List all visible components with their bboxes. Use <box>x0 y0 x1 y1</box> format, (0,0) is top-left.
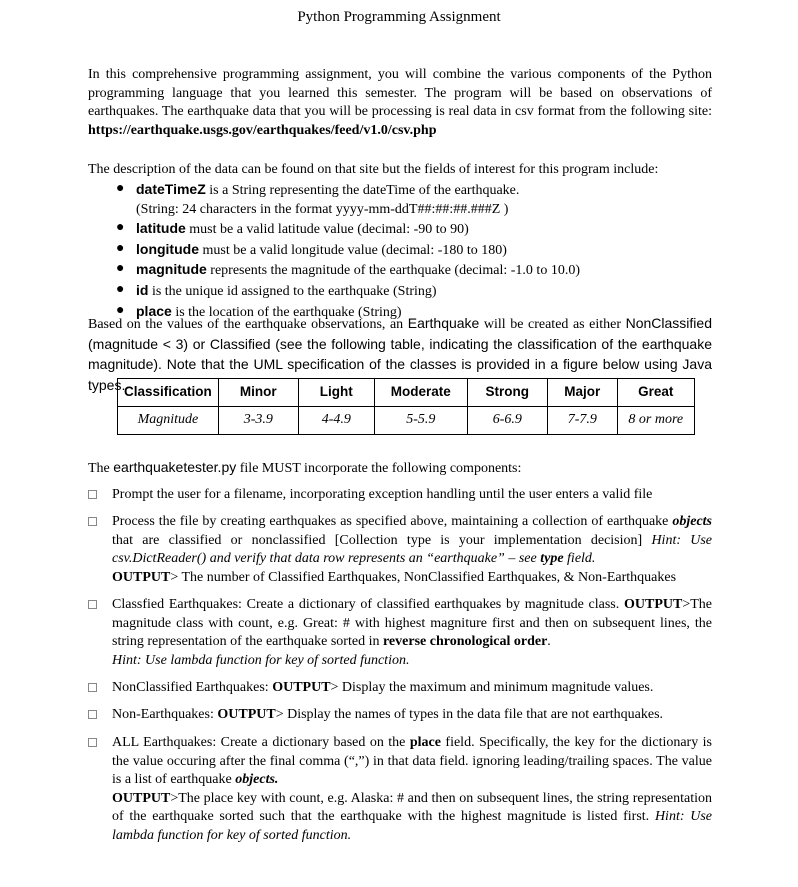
list-item <box>88 180 712 219</box>
requirement-text <box>112 679 712 698</box>
requirement-item-nonclassified <box>88 679 712 698</box>
requirement-text <box>112 706 712 725</box>
table-header-cell: Strong <box>467 379 547 407</box>
text-run: > Display the names of types in the data file that are not earthquakes. <box>275 707 664 722</box>
table-header-cell: Moderate <box>374 379 467 407</box>
text-run: field. Specifically, the key for the dictionary is the value occuring after the final comma (“,”) in that data field. ignoring leading/trailing spaces. The value is a list of earthquake <box>112 735 713 788</box>
text-run: place <box>409 735 441 750</box>
requirement-text <box>112 513 712 587</box>
checkbox-icon <box>88 738 97 747</box>
table-header-cell: Minor <box>218 379 298 407</box>
text-run: objects <box>672 514 712 529</box>
field-description: is the unique id assigned to the earthquake (String) <box>148 283 437 299</box>
list-item <box>88 240 712 261</box>
class-name-earthquake: Earthquake <box>407 315 480 331</box>
field-description: is a String representing the dateTime of the earthquake. <box>205 183 520 198</box>
text-run: > Display the maximum and minimum magnitude values. <box>330 680 654 695</box>
data-source-url[interactable]: https://earthquake.usgs.gov/earthquakes/feed/v1.0/csv.php <box>88 122 437 138</box>
text-run: (magnitude < 3) or Classified (see the following table, indicating the classification of the earthquake magnitude). Note that the UML specification of the classes is provided in a figure below using Java types. <box>88 335 712 393</box>
magnitude-table-container <box>117 378 695 435</box>
table-cell: 8 or more <box>617 407 694 435</box>
checkbox-icon <box>88 710 97 719</box>
requirement-item-classified <box>88 596 712 670</box>
magnitude-table <box>117 378 695 435</box>
text-run: will be created as either <box>479 317 626 332</box>
output-label: OUTPUT <box>217 707 276 722</box>
field-name: longitude <box>136 240 199 257</box>
text-run: >The place key with count, e.g. Alaska: # and then on subsequent lines, the string representation of the earthquake sorted such that the earthquake with the highest magnitude is listed first. <box>112 790 712 825</box>
field-description: must be a valid latitude value (decimal: -90 to 90) <box>185 222 469 238</box>
text-run: field. <box>563 551 596 567</box>
text-run: NonClassified Earthquakes: <box>112 680 273 695</box>
table-cell: 3-3.9 <box>218 407 298 435</box>
hint-text: Hint: Use csv.DictReader() and verify that data row represents an “earthquake” – see <box>112 532 713 567</box>
bullet-icon: ● <box>116 181 125 196</box>
intro-paragraph <box>88 66 712 140</box>
list-item <box>88 281 712 302</box>
field-description: is the location of the earthquake (String) <box>171 304 402 320</box>
file-name: earthquaketester.py <box>113 459 237 475</box>
hint-text: Hint: Use lambda function for key of sorted function. <box>112 652 410 668</box>
text-run: Based on the values of the earthquake observations, an <box>88 317 408 332</box>
field-description: represents the magnitude of the earthquake (decimal: -1.0 to 10.0) <box>206 263 580 279</box>
bullet-icon: ● <box>116 240 125 256</box>
output-label: OUTPUT <box>623 597 683 612</box>
checkbox-icon <box>88 517 97 526</box>
text-run: ALL Earthquakes: Create a dictionary based on the <box>112 735 410 750</box>
output-label: OUTPUT <box>272 680 331 695</box>
hint-text: Hint: Use lambda function for key of sorted function. <box>112 809 713 843</box>
text-run: . <box>547 634 551 650</box>
text-run: type <box>540 551 564 567</box>
bullet-icon: ● <box>116 281 125 297</box>
table-cell: 6-6.9 <box>467 407 547 435</box>
table-cell: 7-7.9 <box>547 407 617 435</box>
output-label: OUTPUT <box>112 569 171 585</box>
bullet-icon: ● <box>116 220 125 236</box>
field-name: id <box>136 281 149 298</box>
tester-paragraph <box>88 458 712 479</box>
table-cell: 4-4.9 <box>298 407 374 435</box>
text-run: Process the file by creating earthquakes as specified above, maintaining a collection of earthquake <box>112 514 673 529</box>
requirement-text <box>112 596 712 670</box>
text-run: Classfied Earthquakes: Create a dictionary of classified earthquakes by magnitude class. <box>112 597 624 612</box>
checkbox-icon <box>88 600 97 609</box>
requirement-item-nonearthquakes <box>88 706 712 725</box>
requirement-text: Prompt the user for a filename, incorporating exception handling until the user enters a valid file <box>112 487 653 502</box>
fields-list <box>88 180 712 322</box>
text-run: file MUST incorporate the following components: <box>236 461 522 476</box>
class-name-nonclassified: NonClassified <box>625 315 712 331</box>
checkbox-icon <box>88 683 97 692</box>
table-header-cell: Classification <box>118 379 219 407</box>
table-cell: 5-5.9 <box>374 407 467 435</box>
text-run: > The number of Classified Earthquakes, NonClassified Earthquakes, & Non-Earthquakes <box>170 569 677 585</box>
field-name: place <box>136 302 172 319</box>
requirement-item-all <box>88 734 712 846</box>
text-run: Non-Earthquakes: <box>112 707 218 722</box>
list-item <box>88 260 712 281</box>
text-run: >The magnitude class with count, e.g. Great: # with highest magniture first and then on subsequent lines, the string representation of the earthquake sorted in <box>112 597 712 650</box>
requirement-item-prompt <box>88 486 712 505</box>
bullet-icon: ● <box>116 302 125 318</box>
table-row <box>118 407 695 435</box>
intro-text: In this comprehensive programming assignment, you will combine the various components of the Python programming language that you learned this semester. The program will be based on observations of earthquakes. The earthquake data that you will be processing is real data in csv format from the following site: <box>88 67 712 120</box>
text-run: reverse chronological order <box>382 634 548 650</box>
text-run: The <box>88 461 114 476</box>
checkbox-icon <box>88 490 97 499</box>
requirement-text <box>112 734 712 846</box>
fields-intro: The description of the data can be found on that site but the fields of interest for this program include: <box>88 162 659 177</box>
list-item <box>88 219 712 240</box>
table-cell: Magnitude <box>118 407 219 435</box>
table-header-row <box>118 379 695 407</box>
field-name: magnitude <box>136 261 207 278</box>
bullet-icon: ● <box>116 261 125 277</box>
table-header-cell: Great <box>617 379 694 407</box>
table-header-cell: Major <box>547 379 617 407</box>
text-run: objects. <box>235 772 279 788</box>
page-title: Python Programming Assignment <box>297 9 501 25</box>
output-label: OUTPUT <box>112 790 171 806</box>
requirement-item-process <box>88 513 712 587</box>
field-name: latitude <box>136 220 186 237</box>
field-description: must be a valid longitude value (decimal: -180 to 180) <box>199 242 507 258</box>
field-name: dateTimeZ <box>136 181 206 197</box>
table-header-cell: Light <box>298 379 374 407</box>
field-format: (String: 24 characters in the format yyyy-mm-ddT##:##:##.###Z ) <box>136 201 509 217</box>
text-run: that are classified or nonclassified [Collection type is your implementation decision] <box>112 532 652 548</box>
fields-list-container <box>88 180 712 322</box>
